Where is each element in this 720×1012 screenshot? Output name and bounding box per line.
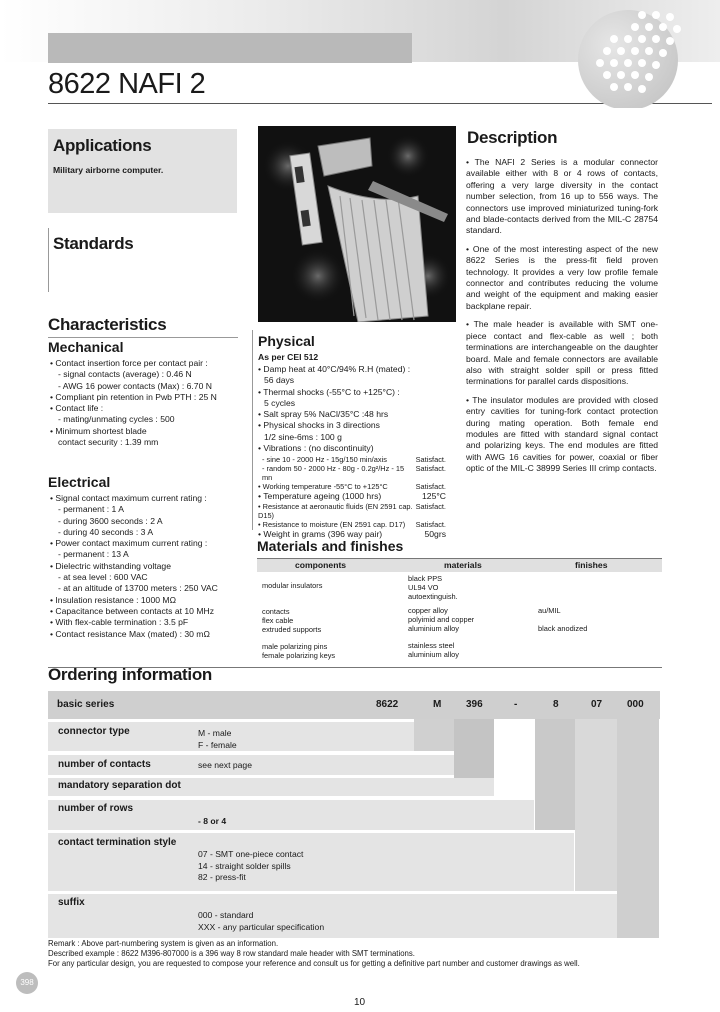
code-connector-type: M [433,699,442,710]
electrical-line: • Contact resistance Max (mated) : 30 mΩ [50,628,210,639]
dot-logo-icon [572,8,690,108]
electrical-line: - at sea level : 600 VAC [58,572,148,583]
materials-cell: modular insulators [262,581,323,590]
result-label: - random 50 - 2000 Hz - 80g - 0.2g²/Hz - 15 mn [262,464,405,482]
materials-cell: contacts flex cable extruded supports [262,607,322,634]
code-contacts: 396 [466,699,483,710]
option-male: M - male [198,728,232,738]
code-rows: 8 [553,699,559,710]
physical-rule [252,330,253,530]
electrical-heading: Electrical [48,474,111,490]
note-text: For any particular design, you are requested to compose your reference and consult us for getting a definitive part number and customer drawings as well. [48,959,580,968]
option-solder: 14 - straight solder spills [198,860,291,871]
mechanical-line: • Contact life : [50,403,104,414]
electrical-line: • Signal contact maximum current rating : [50,493,207,503]
order-row-basic [48,691,660,719]
result-value: Satisfact. [415,482,446,491]
mechanical-line: • Minimum shortest blade [50,425,147,436]
remark-text: Remark : Above part-numbering system is given as an information. [48,939,279,948]
physical-line: 1/2 sine-6ms : 100 g [264,431,342,442]
applications-heading: Applications [53,136,152,155]
page-badge-text: 398 [20,978,34,987]
suffix-options [198,910,324,933]
result-label: • Resistance to moisture (EN 2591 cap. D17) [258,520,406,530]
materials-cell: black PPS UL94 VO autoextinguish. [408,574,458,601]
option-female: F - female [198,739,237,750]
option-standard: 000 - standard [198,910,254,920]
termination-options [198,849,303,884]
physical-heading: Physical [258,333,315,349]
physical-line: • Thermal shocks (-55°C to +125°C) : [258,386,400,397]
materials-column-header: components [295,560,347,570]
physical-line: • Vibrations : (no discontinuity) [258,443,374,454]
physical-line: • Damp heat at 40°C/94% R.H (mated) : [258,364,411,374]
code-suffix: 000 [627,699,644,710]
physical-list [258,364,458,454]
result-label: • Working temperature -55°C to +125°C [258,482,388,491]
order-column-07 [575,719,617,891]
description-paragraph: • The NAFI 2 Series is a modular connector available either with 8 or 4 rows of contacts, offering a very large diversity in the contact number selection, from 16 up to 556 ways. The connectors use improved miniaturized tuning-fork and blade-contacts derived from the MIL-C 28754 standard. [466,157,658,236]
physical-line: 56 days [264,375,295,386]
result-label: • Resistance at aeronautic fluids (EN 2591 cap. D15) [258,502,413,521]
page-title: 8622 NAFI 2 [48,68,206,100]
order-column-8 [535,719,575,830]
number-of-rows-value: - 8 or 4 [198,816,227,826]
result-label: • Weight in grams (396 way pair) [258,529,383,540]
electrical-line: - during 40 seconds : 3 A [58,526,154,537]
code-termination: 07 [591,699,603,710]
characteristics-heading: Characteristics [48,315,167,334]
standards-rule [48,228,49,292]
code-separator: - [514,699,518,710]
basic-series-label: basic series [57,699,115,710]
ordering-heading: Ordering information [48,665,213,684]
connector-type-label: connector type [58,726,130,737]
materials-header [257,559,662,572]
mechanical-line: contact security : 1.39 mm [58,437,159,448]
description-text [466,157,658,482]
standards-heading: Standards [53,234,134,253]
electrical-line: - permanent : 13 A [58,549,129,560]
mechanical-heading: Mechanical [48,339,124,355]
physical-line: • Salt spray 5% NaCl/35°C :48 hrs [258,409,389,420]
mechanical-line: • Contact insertion force per contact pair : [50,358,208,368]
order-row-suffix [48,894,617,938]
option-smt: 07 - SMT one-piece contact [198,849,304,859]
result-row [258,502,446,520]
order-column-396 [454,719,494,783]
footnotes [48,939,688,969]
suffix-label: suffix [58,897,85,908]
example-text: Described example : 8622 M396-807000 is a 396 way 8 row standard male header with SMT terminations. [48,949,415,958]
materials-cell: copper alloy polyimid and copper aluminium alloy [408,606,475,633]
materials-cell: male polarizing pins female polarizing keys [262,642,336,660]
option-press-fit: 82 - press-fit [198,872,246,882]
electrical-line: - permanent : 1 A [58,504,124,515]
connector-type-options [198,728,237,751]
result-value: Satisfact. [415,520,446,530]
physical-subheading: As per CEI 512 [258,352,319,362]
electrical-list [50,493,250,640]
description-paragraph: • The insulator modules are provided with closed entry cavities for tuning-fork contact protection during mating operation. Both female end modules are fitted with standard signal contact and polarizing keys. The end modules are fitted with AWG 16 cavities for power, coaxial or fiber optic of the MIL-C 38999 Series III crimp contacts. [466,394,658,474]
electrical-line: - at an altitude of 13700 meters : 250 VAC [58,583,218,594]
result-label: - sine 10 - 2000 Hz - 15g/150 min/axis [262,455,387,464]
result-value: Satisfact. [415,502,446,512]
mechanical-line: - mating/unmating cycles : 500 [58,414,175,425]
description-paragraph: • The male header is available with SMT one-piece contact and flex-cable as well ; both terminations are interchangeable on the daughter board. Male and female connectors are available also with straight solder spill or press fitted terminations for parallel cards dispositions. [466,319,658,387]
physical-results [258,455,446,541]
description-heading: Description [467,128,558,147]
electrical-line: • Insulation resistance : 1000 MΩ [50,594,176,605]
materials-column-header: finishes [575,560,608,570]
description-paragraph: • One of the most interesting aspect of the new 8622 Series is the press-fit field proven technology. It provides a very low profile female connector and contributes reducing the volume and weight of the equipment and making easier backplane repair. [466,243,658,311]
mechanical-line: - AWG 16 power contacts (Max) : 6.70 N [58,380,212,391]
mechanical-list [50,358,245,448]
physical-line: 5 cycles [264,397,296,408]
number-of-contacts-label: number of contacts [58,759,151,770]
result-label: • Temperature ageing (1000 hrs) [258,491,382,501]
electrical-line: • With flex-cable termination : 3.5 pF [50,617,189,628]
code-series: 8622 [376,699,399,710]
result-value: 125°C [422,491,446,501]
order-column-M [414,719,454,751]
mechanical-line: • Compliant pin retention in Pwb PTH : 25 N [50,391,217,402]
page-number: 10 [354,997,366,1008]
mechanical-line: - signal contacts (average) : 0.46 N [58,369,192,380]
connector-photo [258,126,456,322]
result-value: Satisfact. [415,455,446,464]
page-badge [16,972,38,994]
electrical-line: • Power contact maximum current rating : [50,538,208,549]
title-bar [48,33,412,63]
termination-label: contact termination style [58,837,177,848]
materials-cell: au/MIL black anodized [538,606,588,633]
result-value: 50grs [424,529,446,540]
physical-line: • Physical shocks in 3 directions [258,420,380,431]
materials-column-header: materials [444,560,482,570]
order-column-000 [617,719,659,938]
result-row [258,520,446,529]
electrical-line: - during 3600 seconds : 2 A [58,515,163,526]
separation-dot-label: mandatory separation dot [58,780,181,791]
number-of-rows-label: number of rows [58,803,134,814]
electrical-line: • Dielectric withstanding voltage [50,560,171,571]
result-row [258,491,446,502]
materials-cell: stainless steel aluminium alloy [408,641,459,659]
result-value: Satisfact. [415,464,446,473]
characteristics-rule [48,337,238,338]
materials-table [262,574,662,664]
materials-heading: Materials and finishes [257,538,404,554]
electrical-line: • Capacitance between contacts at 10 MHz [50,605,214,616]
result-row [258,455,446,464]
result-row [258,464,446,482]
applications-text: Military airborne computer. [53,165,164,175]
number-of-contacts-value: see next page [198,760,252,770]
result-row [258,482,446,491]
option-particular: XXX - any particular specification [198,921,325,932]
